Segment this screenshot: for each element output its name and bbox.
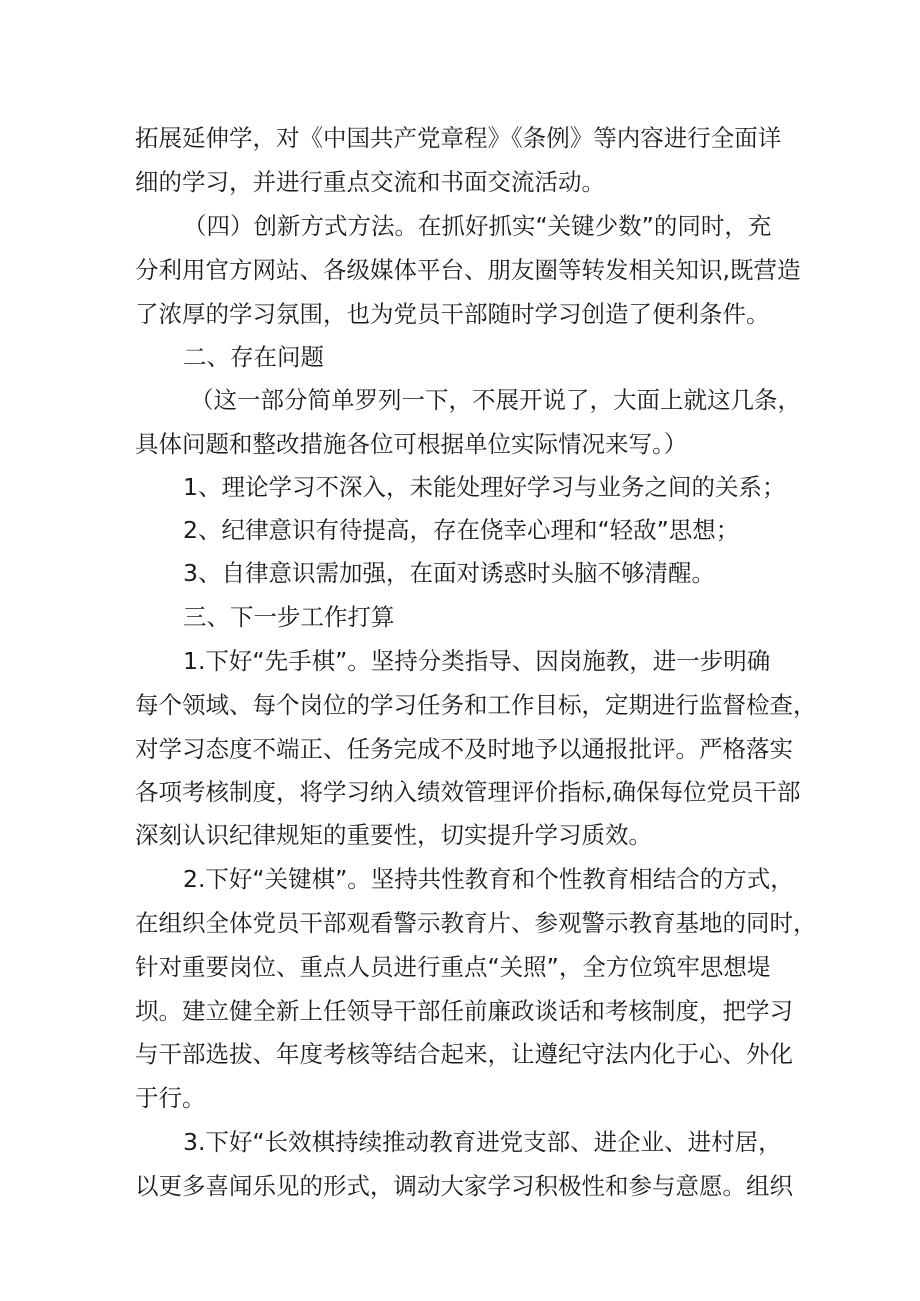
text-line: 分利用官方网站、各级媒体平台、朋友圈等转发相关知识,既营造 [135,256,801,284]
text-line: 深刻认识纪律规矩的重要性，切实提升学习质效。 [135,821,652,849]
text-line: 以更多喜闻乐见的形式，调动大家学习积极性和参与意愿。组织 [135,1172,793,1200]
text-line: 拓展延伸学，对《中国共产党章程》《条例》等内容进行全面详 [135,124,782,152]
text-line: 针对重要岗位、重点人员进行重点“关照”，全方位筑牢思想堤 [135,953,771,981]
list-item: 2、纪律意识有待提高，存在侥幸心理和“轻敌”思想； [183,516,740,544]
text-line: 3.下好“长效棋持续推动教育进党支部、进企业、进村居， [183,1128,782,1156]
text-line: 坝。建立健全新上任领导干部任前廉政谈话和考核制度，把学习 [135,997,793,1025]
text-line: 了浓厚的学习氛围，也为党员干部随时学习创造了便利条件。 [135,300,770,328]
text-line: 与干部选拔、年度考核等结合起来，让遵纪守法内化于心、外化 [135,1040,793,1068]
list-item: 3、自律意识需加强，在面对诱惑时头脑不够清醒。 [183,559,715,587]
text-line: 对学习态度不端正、任务完成不及时地予以通报批评。严格落实 [135,735,793,763]
text-line: 2.下好“关键棋”。坚持共性教育和个性教育相结合的方式， [183,865,794,893]
text-line: 1.下好“先手棋”。坚持分类指导、因岗施教，进一步明确 [183,647,771,675]
list-item: 1、理论学习不深入，未能处理好学习与业务之间的关系； [183,473,786,501]
text-line: 具体问题和整改措施各位可根据单位实际情况来写。） [135,430,688,458]
text-line: 细的学习，并进行重点交流和书面交流活动。 [135,168,605,196]
text-line: （四）创新方式方法。在抓好抓实“关键少数”的同时，充 [183,212,772,240]
text-line: 各项考核制度，将学习纳入绩效管理评价指标,确保每位党员干部 [135,778,801,806]
text-line: 每个领域、每个岗位的学习任务和工作目标，定期进行监督检查， [135,691,817,719]
text-line: 在组织全体党员干部观看警示教育片、参观警示教育基地的同时， [135,909,817,937]
section-heading: 三、下一步工作打算 [183,603,395,631]
section-heading: 二、存在问题 [183,343,324,371]
text-line: 于行。 [135,1084,206,1112]
text-line: （这一部分简单罗列一下，不展开说了，大面上就这几条， [190,386,801,414]
